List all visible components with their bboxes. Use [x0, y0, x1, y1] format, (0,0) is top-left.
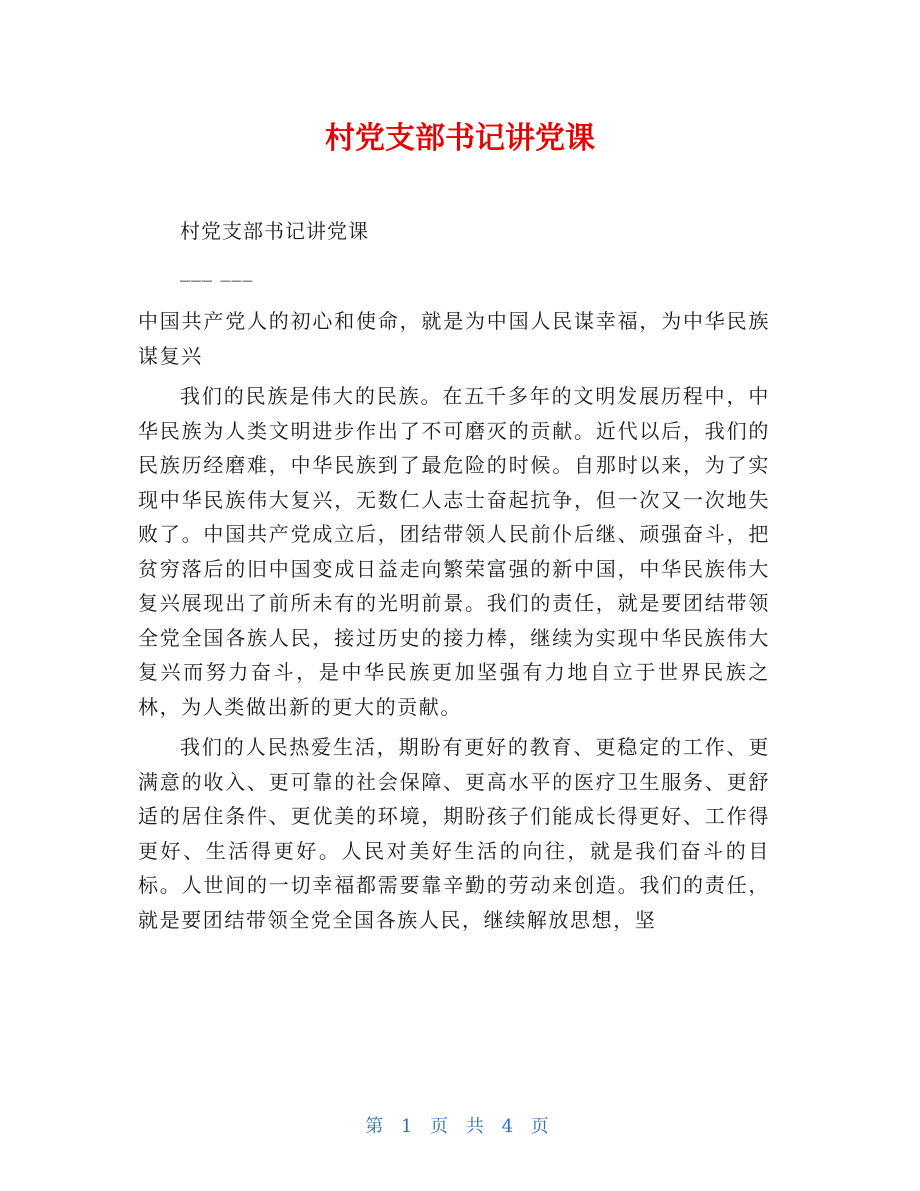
page-number: 第 1 页 共 4 页	[365, 1116, 555, 1137]
body-paragraph: 我们的民族是伟大的民族。在五千多年的文明发展历程中，中华民族为人类文明进步作出了不可磨灭的贡献。近代以后，我们的民族历经磨难，中华民族到了最危险的时候。自那时以来，为了实现中华民族伟大复兴，无数仁人志士奋起抗争，但一次又一次地失败了。中国共产党成立后，团结带领人民前仆后继、顽强奋斗，把贫穷落后的旧中国变成日益走向繁荣富强的新中国，中华民族伟大复兴展现出了前所未有的光明前景。我们的责任，就是要团结带领全党全国各族人民，接过历史的接力棒，继续为实现中华民族伟大复兴而努力奋斗，是中华民族更加坚强有力地自立于世界民族之林，为人类做出新的更大的贡献。	[138, 384, 770, 719]
document-title: 村党支部书记讲党课	[325, 121, 595, 156]
body-paragraph: 我们的人民热爱生活，期盼有更好的教育、更稳定的工作、更满意的收入、更可靠的社会保障、更高水平的医疗卫生服务、更舒适的居住条件、更优美的环境，期盼孩子们能成长得更好、工作得更好、生活得更好。人民对美好生活的向往，就是我们奋斗的目标。人世间的一切幸福都需要靠辛勤的劳动来创造。我们的责任，就是要团结带领全党全国各族人民，继续解放思想，坚	[138, 735, 770, 932]
document-body	[138, 212, 770, 943]
author-line: ___ ___	[180, 258, 254, 282]
section-heading: 中国共产党人的初心和使命，就是为中国人民谋幸福，为中华民族谋复兴	[138, 309, 770, 368]
document-subtitle: 村党支部书记讲党课	[180, 219, 369, 243]
page-footer	[0, 1112, 920, 1138]
